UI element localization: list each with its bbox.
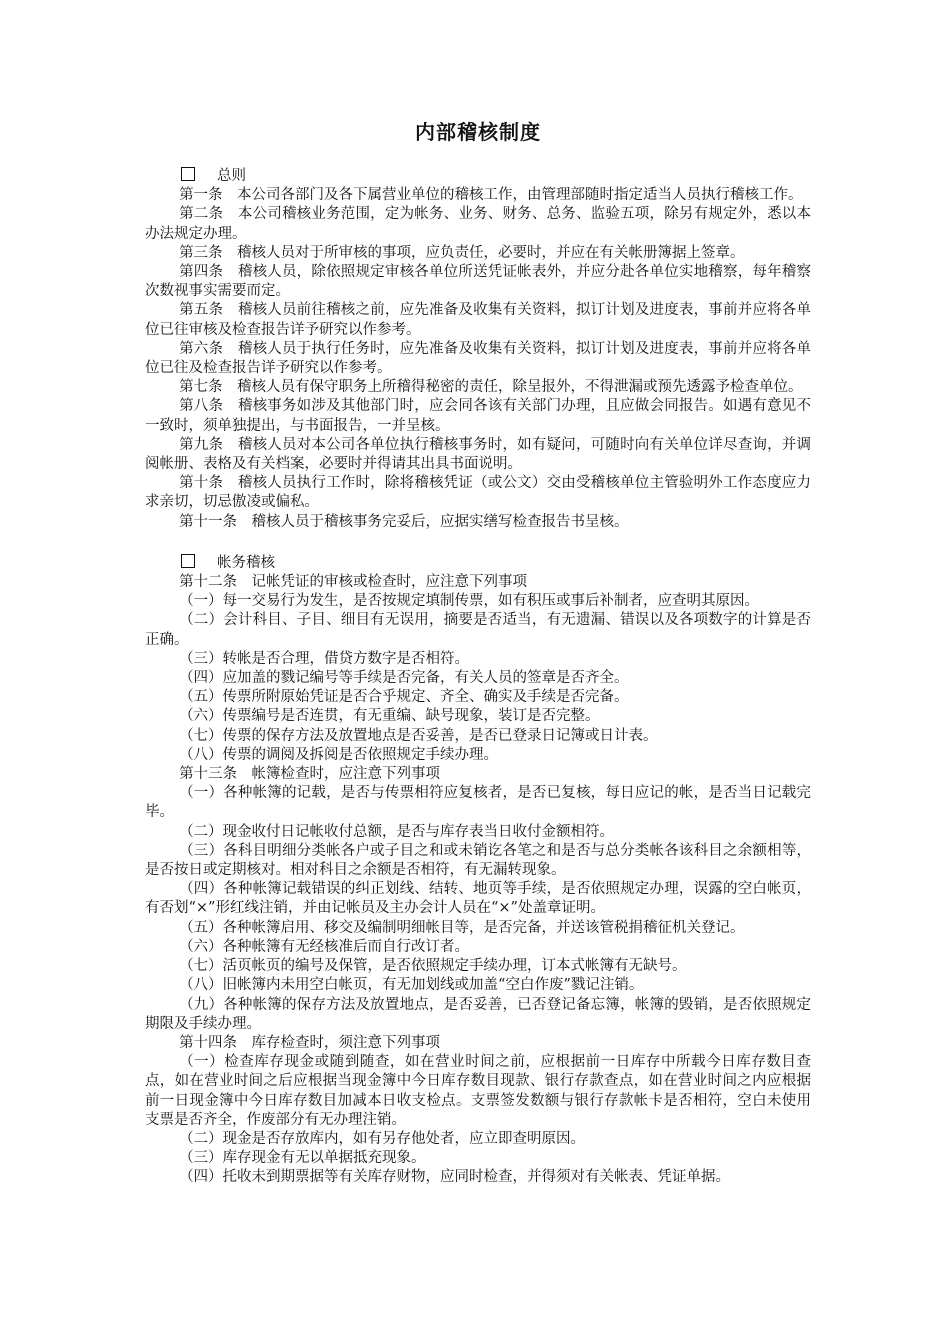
list-item: （七）传票的保存方法及放置地点是否妥善，是否已登录日记簿或日计表。 [179, 727, 658, 744]
article-5: 第五条 稽核人员前往稽核之前，应先准备及收集有关资料，拟订计划及进度表，事前并应将各单位已往审核及检查报告详予研究以作参考。 [145, 302, 811, 338]
document-page [145, 0, 811, 1188]
article-14: 第十四条 库存检查时，须注意下列事项 [179, 1034, 441, 1051]
list-item: （三）各科目明细分类帐各户或子目之和或未销讫各笔之和是否与总分类帐各该科目之余额相等，是否按日或定期核对。相对科目之余额是否相符，有无漏转现象。 [145, 842, 811, 879]
article-3: 第三条 稽核人员对于所审核的事项，应负责任，必要时，并应在有关帐册簿据上签章。 [179, 244, 745, 261]
list-item: （五）传票所附原始凭证是否合乎规定、齐全、确实及手续是否完备。 [179, 689, 629, 706]
list-item: （四）各种帐簿记载错误的纠正划线、结转、地页等手续，是否依照规定办理，误露的空白帐页，有否划“×”形红线注销，并由记帐员及主办会计人员在“×”处盖章证明。 [145, 881, 811, 917]
article-7: 第七条 稽核人员有保守职务上所稽得秘密的责任，除呈报外，不得泄漏或预先透露予检查单位。 [179, 379, 803, 396]
document-title: 内部稽核制度 [415, 120, 541, 144]
list-item: （七）活页帐页的编号及保管，是否依照规定手续办理，订本式帐簿有无缺号。 [179, 958, 687, 975]
list-item: （八）传票的调阅及拆阅是否依照规定手续办理。 [179, 746, 499, 763]
list-item: （二）现金是否存放库内，如有另存他处者，应立即查明原因。 [179, 1130, 586, 1147]
article-8: 第八条 稽核事务如涉及其他部门时，应会同各该有关部门办理，且应做会同报告。如遇有意见不一致时，须单独提出，与书面报告，一并呈核。 [145, 398, 811, 434]
article-10: 第十条 稽核人员执行工作时，除将稽核凭证（或公文）交由受稽核单位主管验明外工作态度应力求亲切，切忌傲凌或偏私。 [145, 475, 811, 511]
section-heading-accounting-audit [145, 554, 811, 573]
checkbox-icon [181, 554, 195, 568]
article-11: 第十一条 稽核人员于稽核事务完妥后，应据实缮写检查报告书呈核。 [179, 513, 629, 530]
list-item: （五）各种帐簿启用、移交及编制明细帐目等，是否完备，并送该管税捐稽征机关登记。 [179, 919, 745, 936]
article-12: 第十二条 记帐凭证的审核或检查时，应注意下列事项 [179, 574, 528, 591]
section-heading-text: 帐务稽核 [217, 554, 275, 571]
article-1: 第一条 本公司各部门及各下属营业单位的稽核工作，由管理部随时指定适当人员执行稽核工作。 [179, 187, 803, 204]
list-item: （一）各种帐簿的记载，是否与传票相符应复核者，是否已复核，每日应记的帐，是否当日记载完毕。 [145, 785, 811, 821]
article-4: 第四条 稽核人员，除依照规定审核各单位所送凭证帐表外，并应分赴各单位实地稽察，每年稽察次数视事实需要而定。 [145, 264, 811, 300]
list-item: （四）托收未到期票据等有关库存财物，应同时检查，并得须对有关帐表、凭证单据。 [179, 1169, 731, 1186]
list-item: （九）各种帐簿的保存方法及放置地点，是否妥善，已否登记备忘簿，帐簿的毁销，是否依照规定期限及手续办理。 [145, 996, 811, 1032]
list-item: （三）转帐是否合理，借贷方数字是否相符。 [179, 650, 470, 667]
article-2: 第二条 本公司稽核业务范围，定为帐务、业务、财务、总务、监验五项，除另有规定外，悉以本办法规定办理。 [145, 206, 811, 242]
list-item: （一）每一交易行为发生，是否按规定填制传票，如有积压或事后补制者，应查明其原因。 [179, 593, 760, 610]
list-item: （六）传票编号是否连贯，有无重编、缺号现象，装订是否完整。 [179, 708, 600, 725]
checkbox-icon [181, 167, 195, 181]
list-item: （一）检查库存现金或随到随查，如在营业时间之前，应根据前一日库存中所载今日库存数目查点，如在营业时间之后应根据当现金簿中今日库存数目现款、银行存款查点，如在营业时间之内应根据前一日现金簿中今日库存数目加减本日收支检点。支票签发数额与银行存款帐卡是否相符，空白未使用支票是否齐全，作废部分有无办理注销。 [145, 1054, 811, 1128]
article-9: 第九条 稽核人员对本公司各单位执行稽核事务时，如有疑问，可随时向有关单位详尽查询，并调阅帐册、表格及有关档案，必要时并得请其出具书面说明。 [145, 436, 811, 473]
list-item: （八）旧帐簿内未用空白帐页，有无加划线或加盖“空白作废”戮记注销。 [179, 977, 644, 994]
list-item: （三）库存现金有无以单据抵充现象。 [179, 1150, 426, 1167]
section-heading-text: 总则 [217, 168, 246, 184]
list-item: （二）会计科目、子目、细目有无误用，摘要是否适当，有无遗漏、错误以及各项数字的计算是否正确。 [145, 612, 811, 648]
list-item: （四）应加盖的戮记编号等手续是否完备，有关人员的签章是否齐全。 [179, 670, 629, 687]
list-item: （二）现金收付日记帐收付总额，是否与库存表当日收付金额相符。 [179, 823, 615, 840]
article-13: 第十三条 帐簿检查时，应注意下列事项 [179, 766, 441, 783]
article-6: 第六条 稽核人员于执行任务时，应先准备及收集有关资料，拟订计划及进度表，事前并应将各单位已往及检查报告详予研究以作参考。 [145, 340, 811, 377]
list-item: （六）各种帐簿有无经核准后而自行改订者。 [179, 938, 470, 955]
section-heading-general [145, 167, 811, 186]
